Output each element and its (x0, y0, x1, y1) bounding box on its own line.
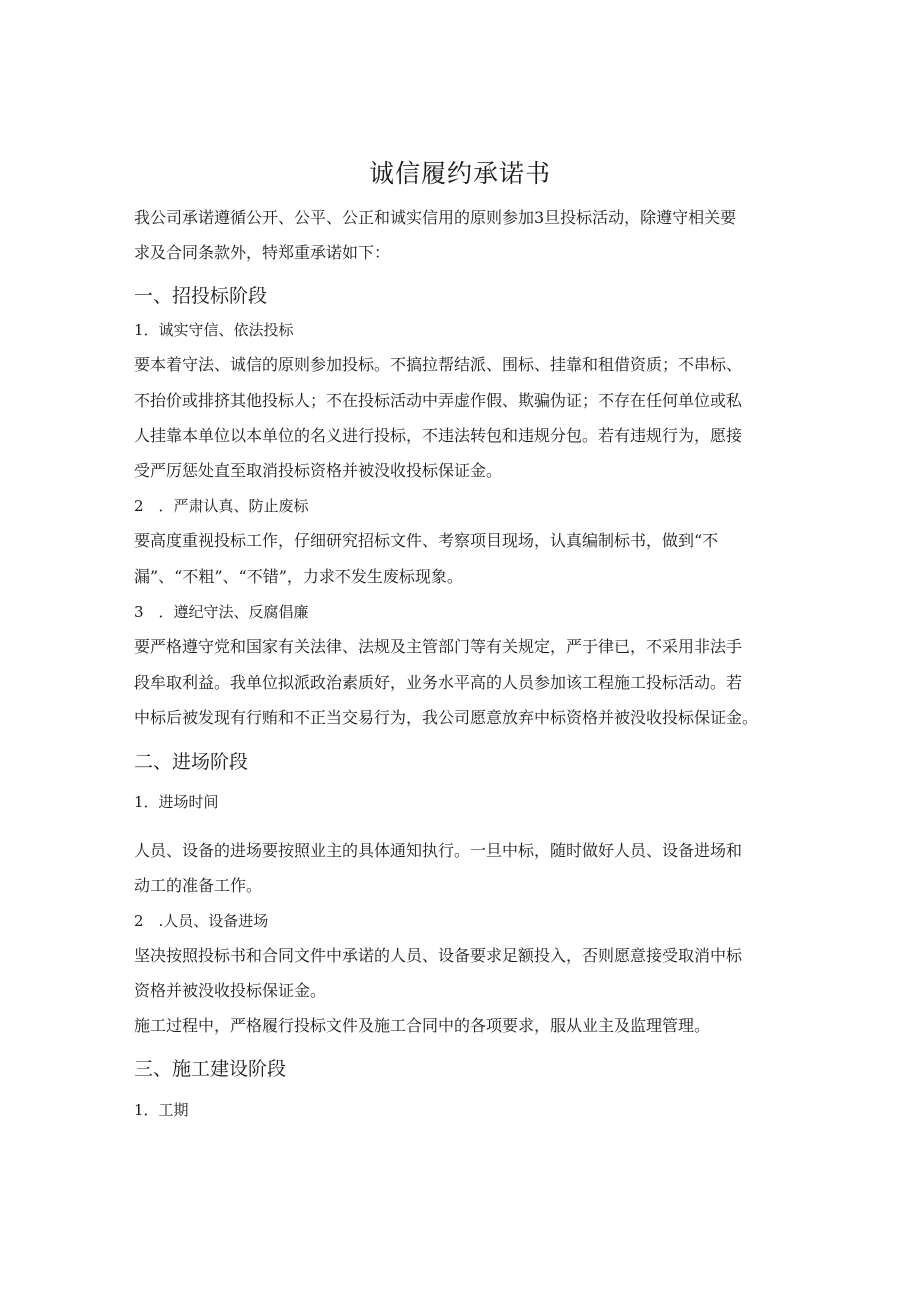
paragraph-line: 动工的准备工作。 (134, 876, 263, 895)
paragraph-line: 段牟取利益。我单位拟派政治素质好，业务水平高的人员参加该工程施工投标活动。若 (134, 673, 743, 692)
item-title-schedule: 1．工期 (134, 1101, 189, 1119)
intro-line-2: 求及合同条款外，特郑重承诺如下： (134, 243, 391, 262)
item-title-anti-corruption: 3 ．遵纪守法、反腐倡廉 (134, 603, 309, 621)
intro-line-1: 我公司承诺遵循公开、公平、公正和诚实信用的原则参加3旦投标活动，除遵守相关要 (134, 208, 737, 227)
section-heading-construction: 三、施工建设阶段 (134, 1058, 287, 1080)
document-title: 诚信履约承诺书 (368, 159, 551, 188)
item-title-entry-time: 1．进场时间 (134, 793, 219, 811)
paragraph-line: 受严厉惩处直至取消投标资格并被没收投标保证金。 (134, 461, 503, 480)
item-title-personnel-equipment: 2 .人员、设备进场 (134, 912, 269, 930)
paragraph-line: 资格并被没收投标保证金。 (134, 981, 327, 1000)
paragraph-line: 漏”、“不粗”、“不错”，力求不发生废标现象。 (134, 567, 463, 586)
section-heading-bidding: 一、招投标阶段 (134, 285, 268, 307)
paragraph-line: 施工过程中，严格履行投标文件及施工合同中的各项要求，服从业主及监理管理。 (134, 1016, 711, 1035)
paragraph-line: 要严格遵守党和国家有关法律、法规及主管部门等有关规定，严于律已，不采用非法手 (134, 637, 743, 656)
paragraph-line: 不抬价或排挤其他投标人；不在投标活动中弄虚作假、欺骗伪证；不存在任何单位或私 (134, 391, 743, 410)
section-heading-entry: 二、进场阶段 (134, 751, 249, 773)
paragraph-line: 要高度重视投标工作，仔细研究招标文件、考察项目现场，认真编制标书，做到“不 (134, 531, 719, 550)
item-title-honest-bidding: 1．诚实守信、依法投标 (134, 321, 294, 339)
item-title-prevent-invalid-bid: 2 ．严肃认真、防止废标 (134, 497, 309, 515)
paragraph-line: 坚决按照投标书和合同文件中承诺的人员、设备要求足额投入，否则愿意接受取消中标 (134, 946, 743, 965)
paragraph-line: 中标后被发现有行贿和不正当交易行为，我公司愿意放弃中标资格并被没收投标保证金。 (134, 708, 759, 727)
paragraph-line: 人员、设备的进场要按照业主的具体通知执行。一旦中标，随时做好人员、设备进场和 (134, 841, 743, 860)
paragraph-line: 人挂靠本单位以本单位的名义进行投标，不违法转包和违规分包。若有违规行为，愿接 (134, 426, 743, 445)
paragraph-line: 要本着守法、诚信的原则参加投标。不搞拉帮结派、围标、挂靠和租借资质；不串标、 (134, 355, 743, 374)
